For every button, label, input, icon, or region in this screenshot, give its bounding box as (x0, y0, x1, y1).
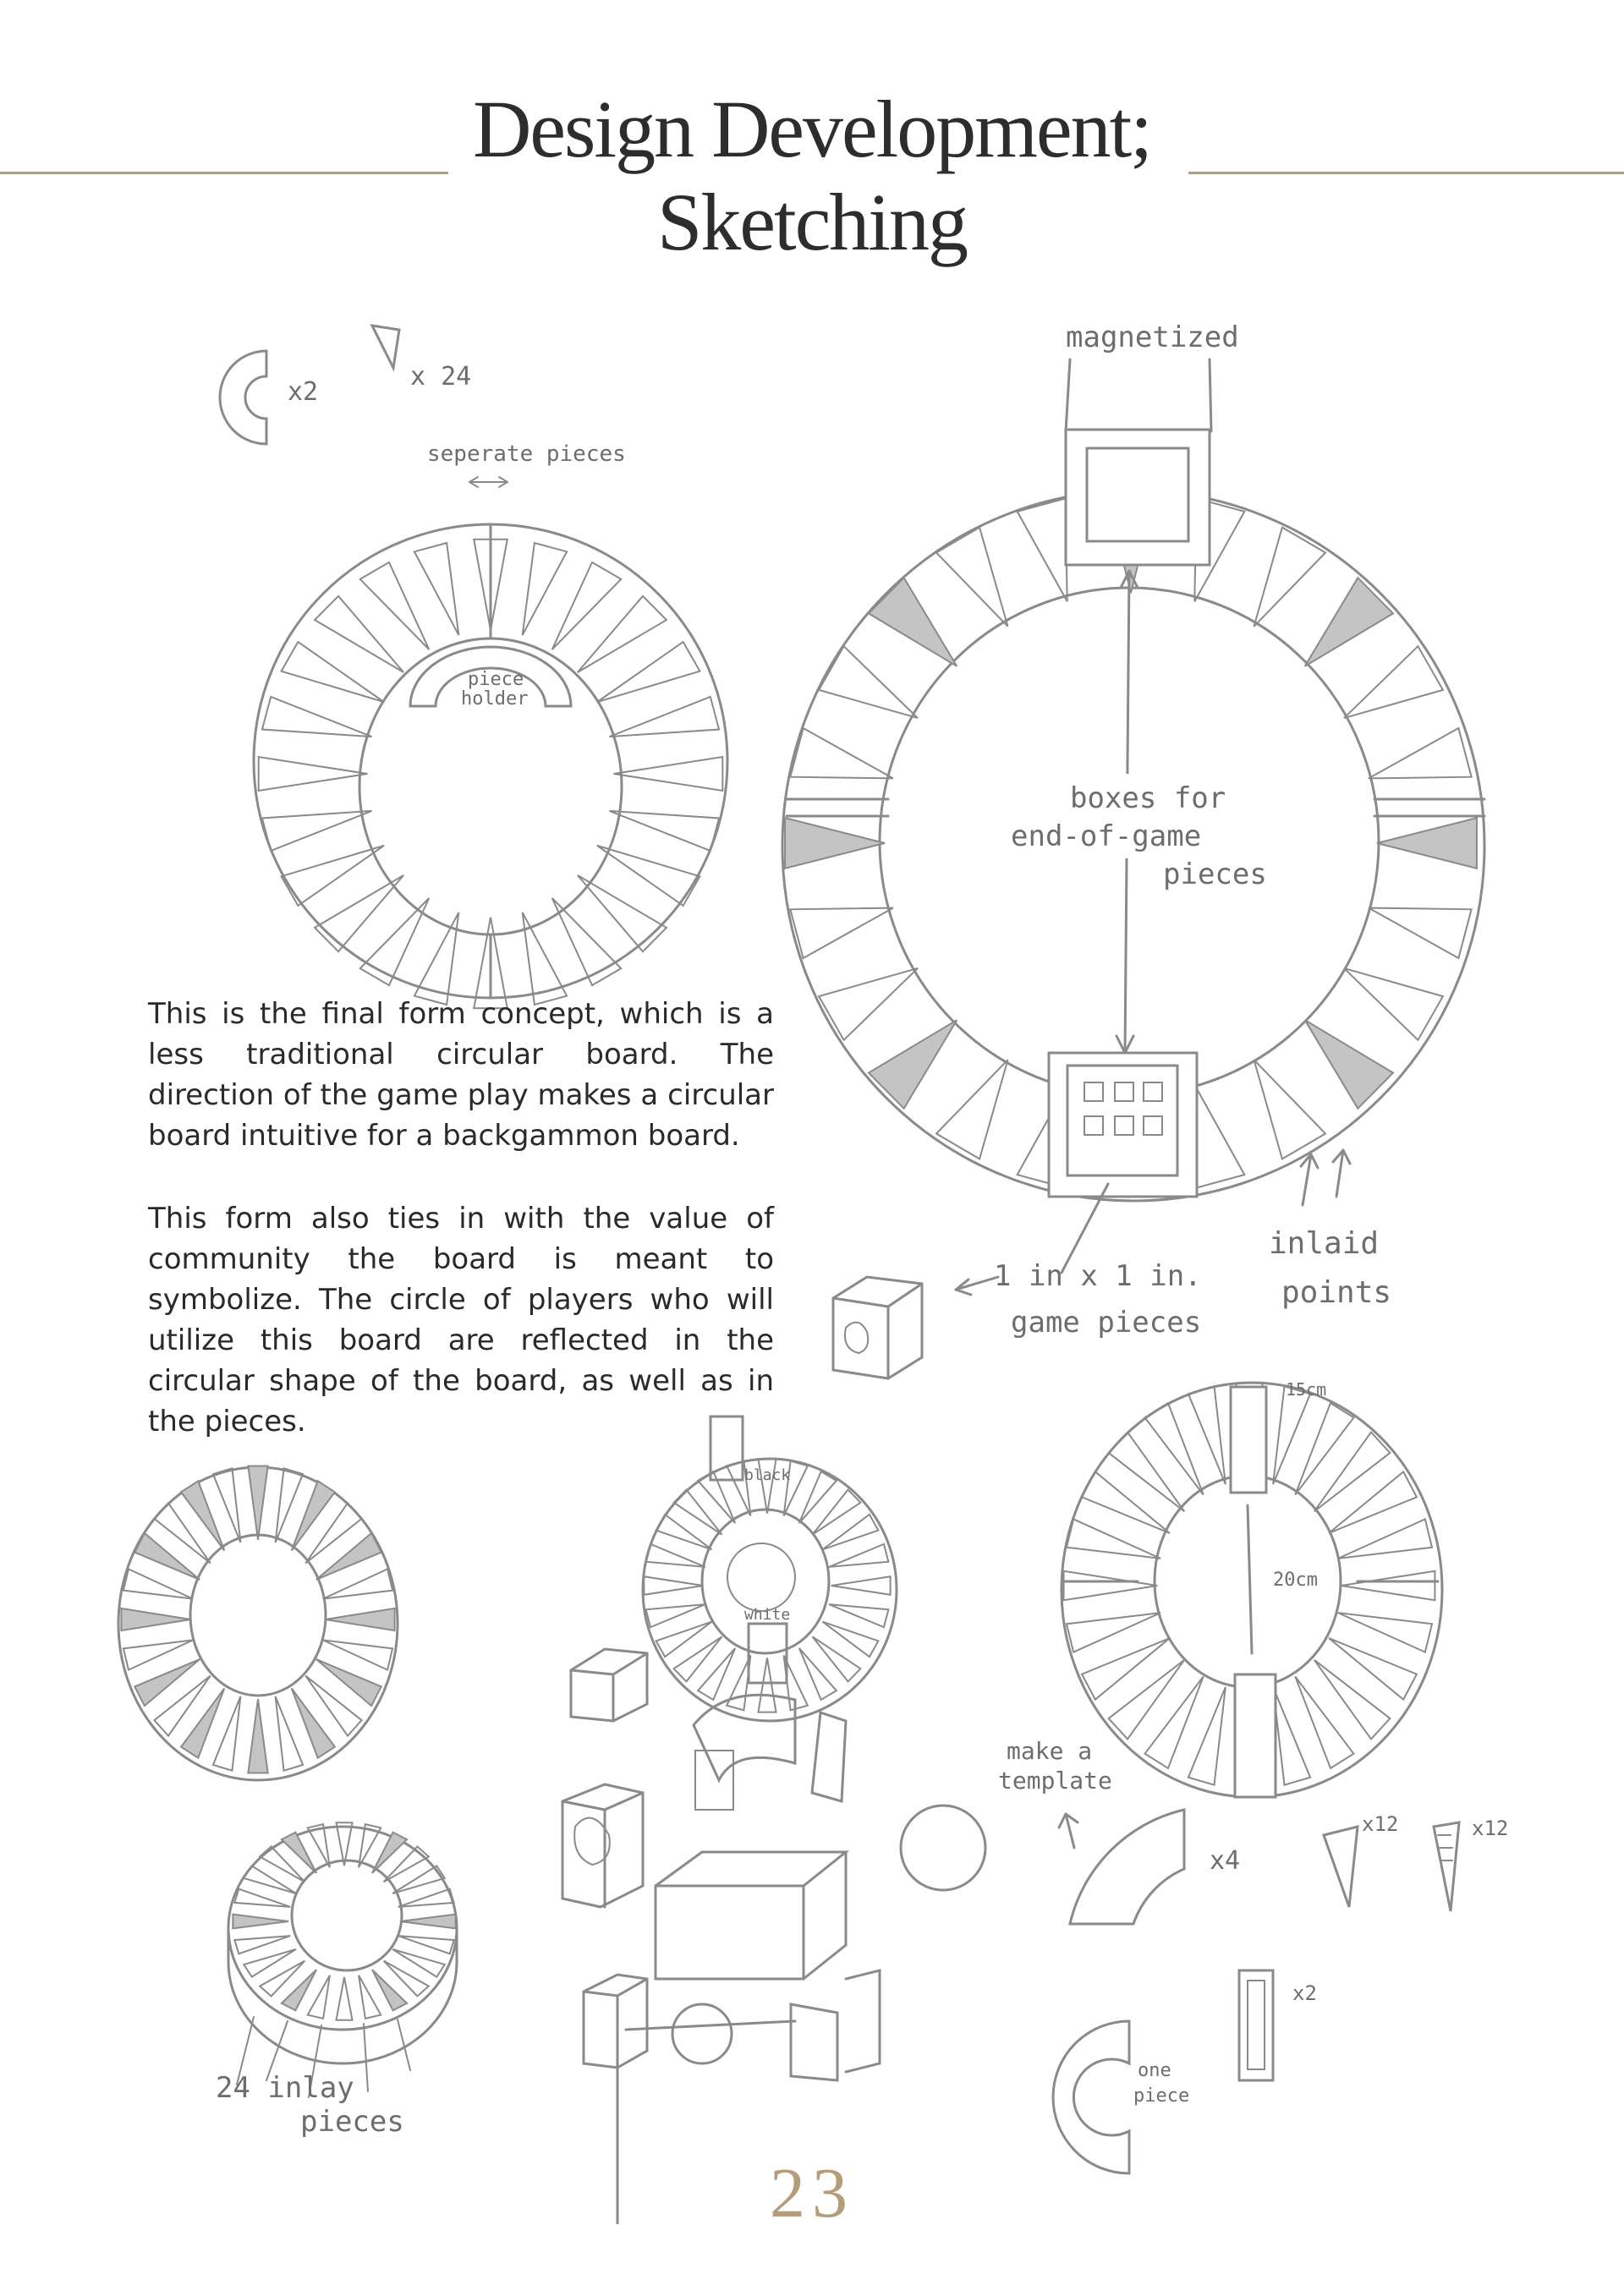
board-point-mark (1377, 818, 1477, 869)
board-point-mark (790, 908, 893, 958)
page-number: 23 (770, 2154, 854, 2233)
board-point-mark (812, 1490, 860, 1535)
board-point-mark (181, 1481, 224, 1550)
label-inlay-1: 24 inlay (216, 2071, 354, 2105)
board-point-mark (785, 818, 885, 869)
board-point-mark (610, 811, 720, 851)
board-point-mark (1341, 1571, 1435, 1601)
board-point-mark (181, 1688, 224, 1757)
board-point-mark (1295, 1403, 1353, 1494)
board-point-mark (1338, 1519, 1432, 1558)
board-point-mark (869, 578, 957, 666)
board-point-mark (1329, 1638, 1417, 1700)
board-point-mark (372, 1970, 407, 2010)
board-point-mark (248, 1466, 267, 1539)
board-point-mark (1064, 1571, 1158, 1601)
label-boxes-2: end-of-game (1011, 819, 1202, 853)
board-point-mark (123, 1569, 193, 1598)
board-point-mark (316, 1533, 381, 1580)
concept-cluster-sketch (562, 1417, 985, 2224)
label-x12-a: x12 (1362, 1812, 1399, 1836)
board-point-mark (758, 1658, 776, 1712)
label-black: black (744, 1466, 791, 1484)
board-point-mark (614, 757, 723, 791)
board-point-mark (610, 697, 720, 737)
inlay-ring-sketch (216, 1822, 457, 2139)
ring-board-sketch-right (1062, 1379, 1442, 1797)
board-point-mark (244, 1866, 296, 1893)
board-point-mark (1145, 1677, 1204, 1768)
triangle-point-sketch (372, 326, 399, 368)
board-point-mark (829, 1604, 888, 1627)
board-point-mark (831, 1576, 891, 1595)
board-point-mark (134, 1659, 200, 1706)
label-inlaid-1: inlaid (1269, 1226, 1380, 1261)
board-point-mark (727, 1655, 750, 1710)
ring-board-sketch-left (254, 524, 727, 1008)
board-point-mark (1369, 728, 1472, 778)
board-point-mark (134, 1533, 200, 1580)
board-point-mark (123, 1640, 193, 1669)
board-point-mark (292, 1688, 335, 1757)
board-point-mark (1067, 1613, 1160, 1652)
page-title (0, 83, 1624, 269)
half-ring-piece-sketch (220, 351, 266, 444)
board-point-mark (248, 1699, 267, 1773)
label-x4: x4 (1210, 1846, 1241, 1876)
board-point-mark (282, 1833, 316, 1873)
label-game-pieces-2: game pieces (1011, 1306, 1202, 1340)
board-point-mark (234, 1936, 290, 1954)
board-point-mark (400, 1915, 456, 1929)
board-point-mark (1344, 646, 1443, 718)
board-point-mark (398, 1889, 454, 1907)
board-point-mark (1109, 1433, 1185, 1512)
board-point-mark (315, 596, 403, 672)
ring-board-sketch-small (118, 1466, 398, 1780)
label-one-piece-1: one (1138, 2060, 1171, 2081)
board-point-mark (823, 1622, 879, 1657)
title-line-2: Sketching (657, 177, 967, 267)
board-point-mark (360, 562, 430, 649)
board-point-mark (326, 1608, 395, 1630)
label-x2-top: x2 (288, 377, 319, 407)
board-point-mark (1338, 1613, 1432, 1652)
board-point-mark (656, 1622, 712, 1657)
board-point-mark (1109, 1660, 1185, 1740)
quarter-ring-template-sketch (1070, 1810, 1184, 1924)
label-make-template-1: make a (1007, 1737, 1093, 1765)
board-point-mark (316, 1659, 381, 1706)
board-point-mark (1018, 498, 1067, 601)
label-piece-holder-2: holder (461, 688, 529, 710)
label-15cm: 15cm (1286, 1379, 1327, 1400)
board-point-mark (337, 1977, 353, 2020)
board-point-mark (646, 1604, 705, 1627)
board-point-mark (262, 697, 372, 737)
board-point-mark (790, 728, 893, 778)
board-point-mark (552, 562, 622, 649)
board-point-mark (244, 1949, 296, 1977)
board-point-mark (1254, 1060, 1326, 1159)
board-point-mark (936, 1060, 1008, 1159)
board-point-mark (1329, 1471, 1417, 1533)
board-point-mark (262, 811, 372, 851)
board-point-mark (1082, 1471, 1170, 1533)
board-point-mark (392, 1949, 445, 1977)
board-point-mark (234, 1889, 290, 1907)
main-board-sketch (782, 321, 1484, 1201)
label-inlay-2: pieces (300, 2105, 404, 2139)
board-point-mark (292, 1481, 335, 1550)
label-white: white (744, 1606, 791, 1624)
label-x24-top: x 24 (410, 362, 472, 392)
board-point-mark (1295, 1677, 1353, 1768)
board-point-mark (282, 1970, 316, 2010)
board-point-mark (1369, 908, 1472, 958)
board-point-mark (398, 1936, 454, 1954)
board-point-mark (578, 596, 667, 672)
paragraph-community: This form also ties in with the value of community the board is meant to symbolize. The circle of players who will utilize this board are reflected in the circular shape of the board, as well as in the pieces. (148, 1202, 774, 1438)
board-point-mark (315, 875, 403, 951)
board-point-mark (259, 757, 368, 791)
board-point-mark (823, 1515, 879, 1549)
board-point-mark (799, 1471, 837, 1523)
board-point-mark (829, 1544, 888, 1567)
board-point-mark (936, 528, 1008, 627)
board-point-mark (1344, 968, 1443, 1040)
label-magnetized: magnetized (1066, 321, 1239, 354)
board-point-mark (674, 1636, 722, 1681)
label-one-piece-2: piece (1133, 2085, 1190, 2107)
label-x2-bottom: x2 (1292, 1981, 1317, 2005)
board-point-mark (1305, 1020, 1393, 1109)
board-point-mark (646, 1544, 705, 1567)
label-boxes-1: boxes for (1070, 781, 1226, 815)
label-game-pieces-1: 1 in x 1 in. (994, 1259, 1202, 1293)
board-point-mark (1067, 1519, 1160, 1558)
board-point-mark (819, 646, 918, 718)
board-point-mark (1082, 1638, 1170, 1700)
board-point-mark (323, 1640, 392, 1669)
board-point-mark (372, 1833, 407, 1873)
label-make-template-2: template (998, 1767, 1112, 1795)
label-separate-pieces: seperate pieces (427, 441, 626, 467)
board-point-mark (1314, 1433, 1391, 1512)
board-point-mark (323, 1569, 392, 1598)
board-point-mark (644, 1576, 703, 1595)
board-point-mark (414, 543, 458, 635)
label-x12-b: x12 (1472, 1817, 1509, 1840)
board-point-mark (1314, 1660, 1391, 1740)
label-20cm: 20cm (1273, 1570, 1318, 1591)
board-point-mark (812, 1636, 860, 1681)
label-boxes-3: pieces (1163, 858, 1267, 891)
paragraph-form-concept: This is the final form concept, which is a less traditional circular board. The direction of the game play makes a circular board intuitive for a backgammon board. (148, 997, 774, 1153)
board-point-mark (799, 1648, 837, 1700)
label-piece-holder-1: piece (468, 669, 524, 690)
board-point-mark (578, 875, 667, 951)
board-point-mark (698, 1648, 735, 1700)
board-point-mark (233, 1915, 288, 1929)
title-line-1: Design Development; (473, 84, 1151, 174)
label-inlaid-2: points (1281, 1275, 1392, 1310)
board-point-mark (523, 543, 567, 635)
board-point-mark (656, 1515, 712, 1549)
board-point-mark (1145, 1403, 1204, 1494)
board-point-mark (1194, 1085, 1244, 1188)
board-point-mark (121, 1608, 190, 1630)
board-point-mark (337, 1822, 353, 1866)
